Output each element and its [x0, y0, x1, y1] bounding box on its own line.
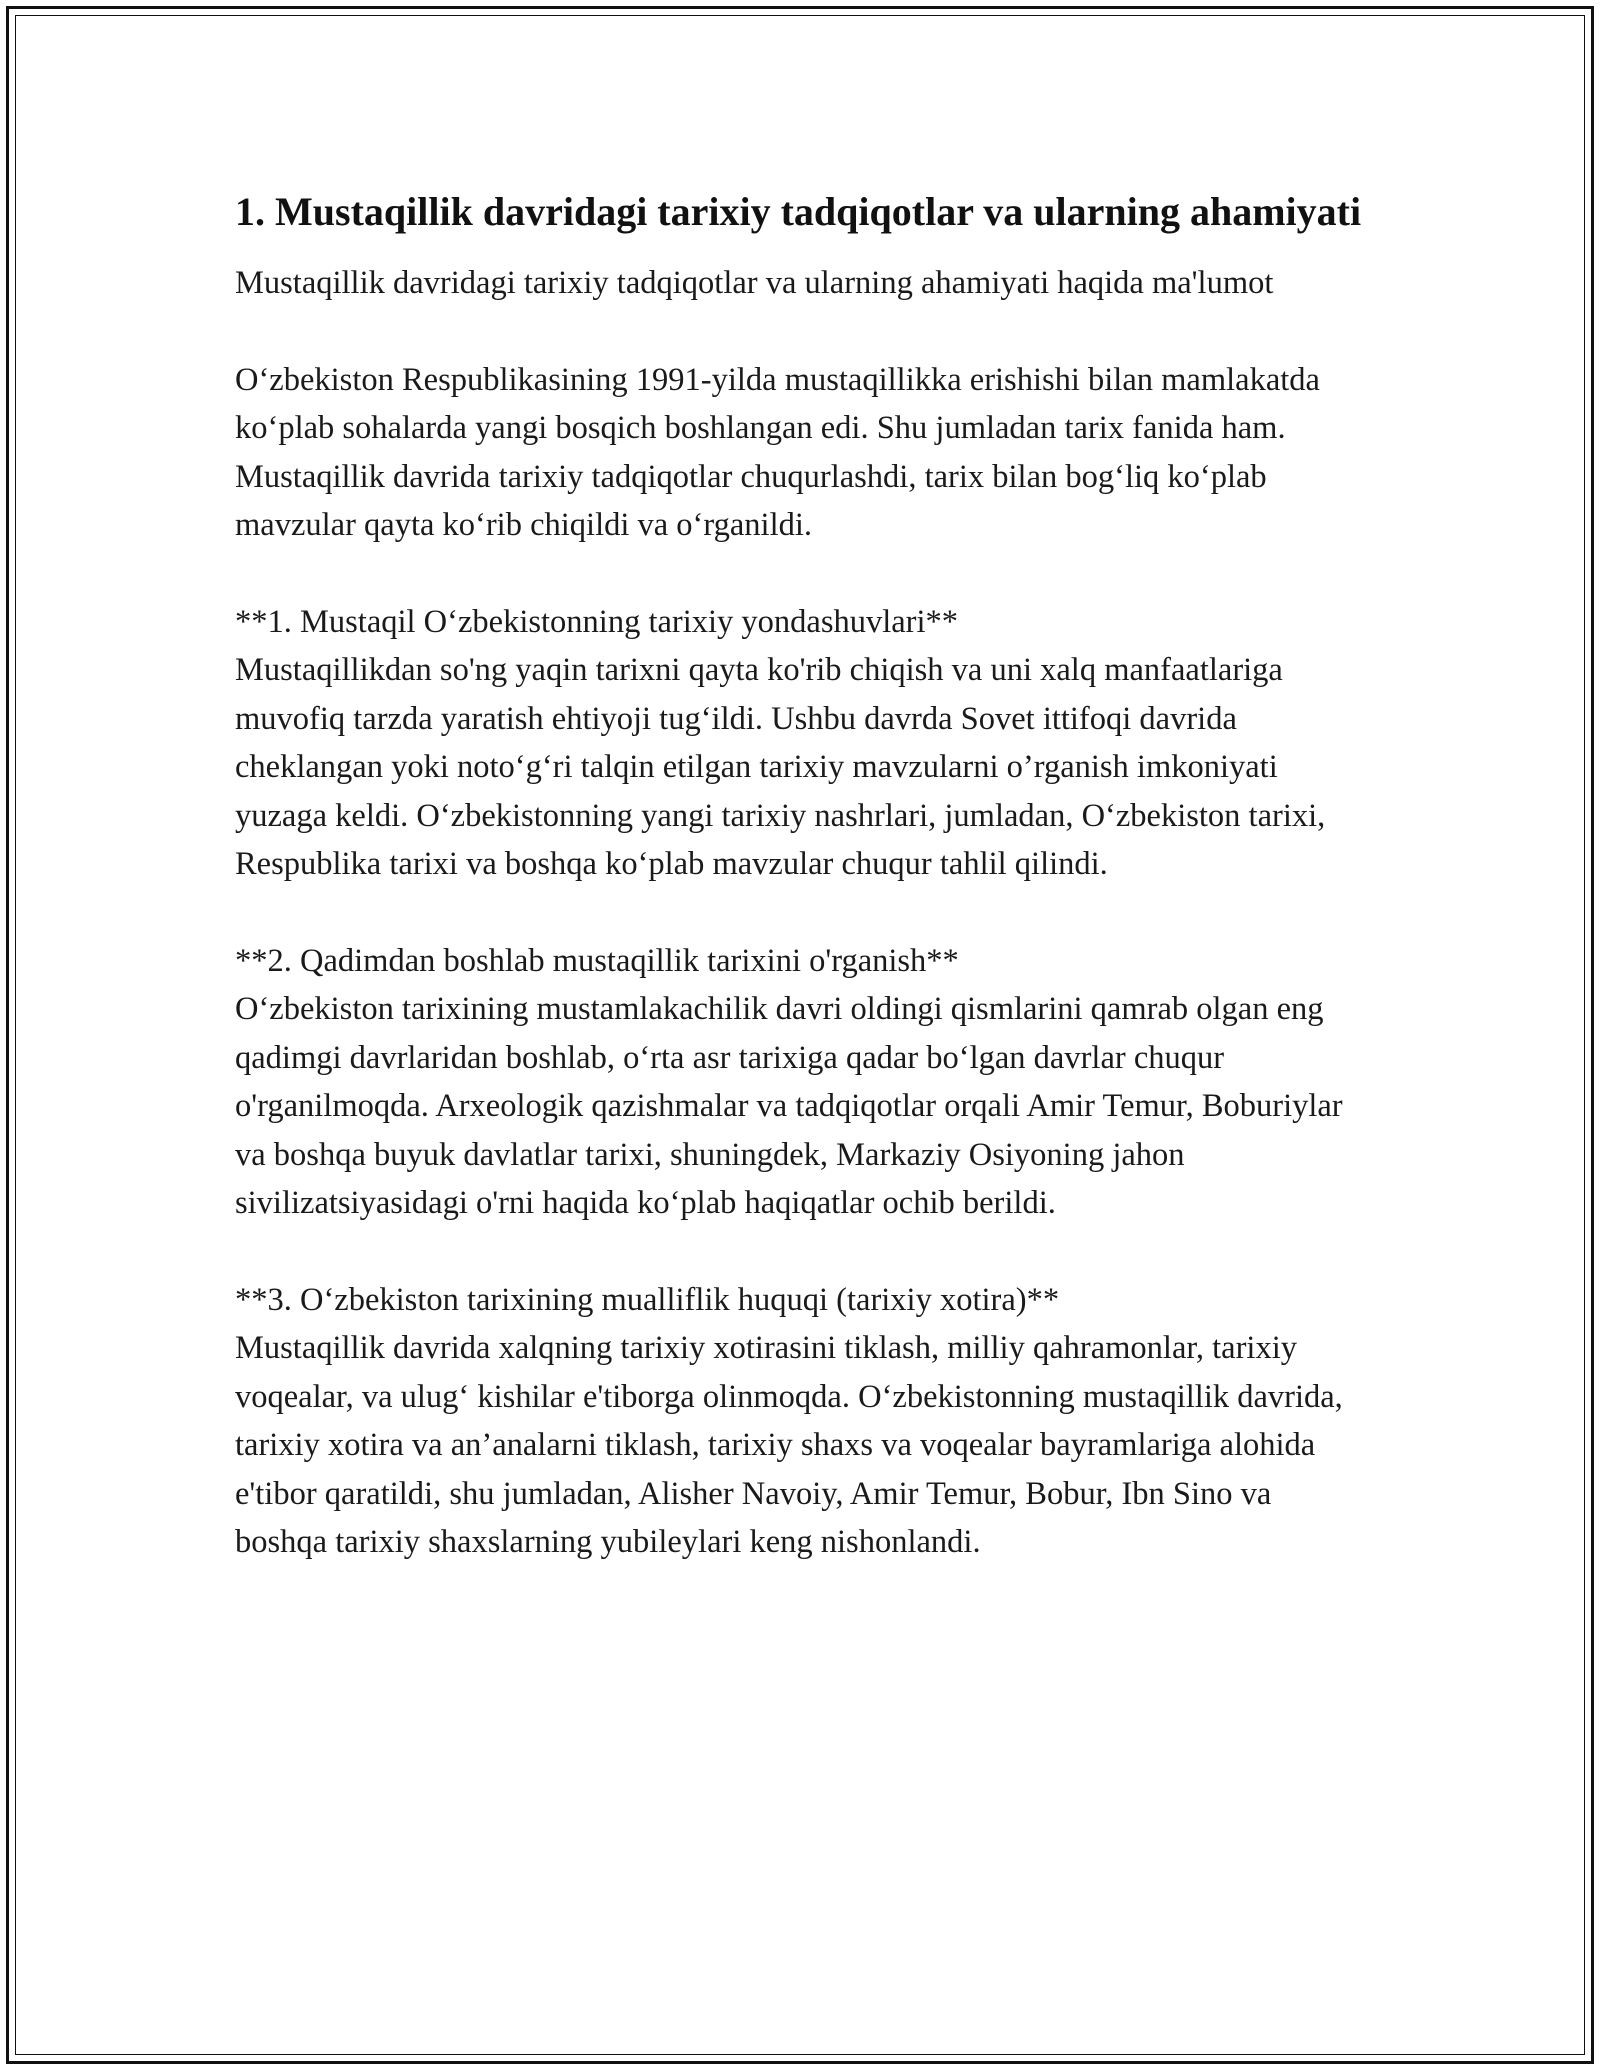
section-1 [235, 598, 1365, 889]
section-2 [235, 937, 1365, 1228]
section-heading: **1. Mustaqil O‘zbekistonning tarixiy yondashuvlari** [235, 603, 959, 640]
section-heading: **2. Qadimdan boshlab mustaqillik tarixini o'rganish** [235, 942, 959, 979]
intro-paragraph: O‘zbekiston Respublikasining 1991-yilda mustaqillikka erishishi bilan mamlakatda ko‘plab sohalarda yangi bosqich boshlangan edi. Shu jumladan tarix fanida ham. Mustaqillik davrida tarixiy tadqiqotlar chuqurlashdi, tarix bilan bog‘liq ko‘plab mavzular qayta ko‘rib chiqildi va o‘rganildi. [235, 361, 1329, 543]
section-body: Mustaqillikdan so'ng yaqin tarixni qayta ko'rib chiqish va uni xalq manfaatlariga muvofiq tarzda yaratish ehtiyoji tug‘ildi. Ushbu davrda Sovet ittifoqi davrida cheklangan yoki noto‘g‘ri talqin etilgan tarixiy mavzularni o’rganish imkoniyati yuzaga keldi. O‘zbekistonning yangi tarixiy nashrlari, jumladan, O‘zbekiston tarixi, Respublika tarixi va boshqa ko‘plab mavzular chuqur tahlil qilindi. [235, 652, 1334, 882]
document-subtitle: Mustaqillik davridagi tarixiy tadqiqotlar va ularning ahamiyati haqida ma'lumot [235, 265, 1274, 301]
section-3 [235, 1276, 1365, 1567]
section-body: O‘zbekiston tarixining mustamlakachilik davri oldingi qismlarini qamrab olgan eng qadimgi davrlaridan boshlab, o‘rta asr tarixiga qadar bo‘lgan davrlar chuqur o'rganilmoqda. Arxeologik qazishmalar va tadqiqotlar orqali Amir Temur, Boburiylar va boshqa buyuk davlatlar tarixi, shuningdek, Markaziy Osiyoning jahon sivilizatsiyasidagi o'rni haqida ko‘plab haqiqatlar ochib berildi. [235, 991, 1351, 1221]
paragraph-gap [235, 308, 1365, 356]
section-heading: **3. O‘zbekiston tarixining mualliflik huquqi (tarixiy xotira)** [235, 1281, 1060, 1318]
paragraph-gap [235, 550, 1365, 598]
paragraph-gap [235, 889, 1365, 937]
section-body: Mustaqillik davrida xalqning tarixiy xotirasini tiklash, milliy qahramonlar, tarixiy voqealar, va ulug‘ kishilar e'tiborga olinmoqda. O‘zbekistonning mustaqillik davrida, tarixiy xotira va an’analarni tiklash, tarixiy shaxs va voqealar bayramlariga alohida e'tibor qaratildi, shu jumladan, Alisher Navoiy, Amir Temur, Bobur, Ibn Sino va boshqa tarixiy shaxslarning yubileylari keng nishonlandi. [235, 1330, 1351, 1560]
paragraph-gap [235, 1228, 1365, 1276]
document-page [235, 184, 1365, 1567]
document-title: 1. Mustaqillik davridagi tarixiy tadqiqotlar va ularning ahamiyati [235, 189, 1362, 234]
